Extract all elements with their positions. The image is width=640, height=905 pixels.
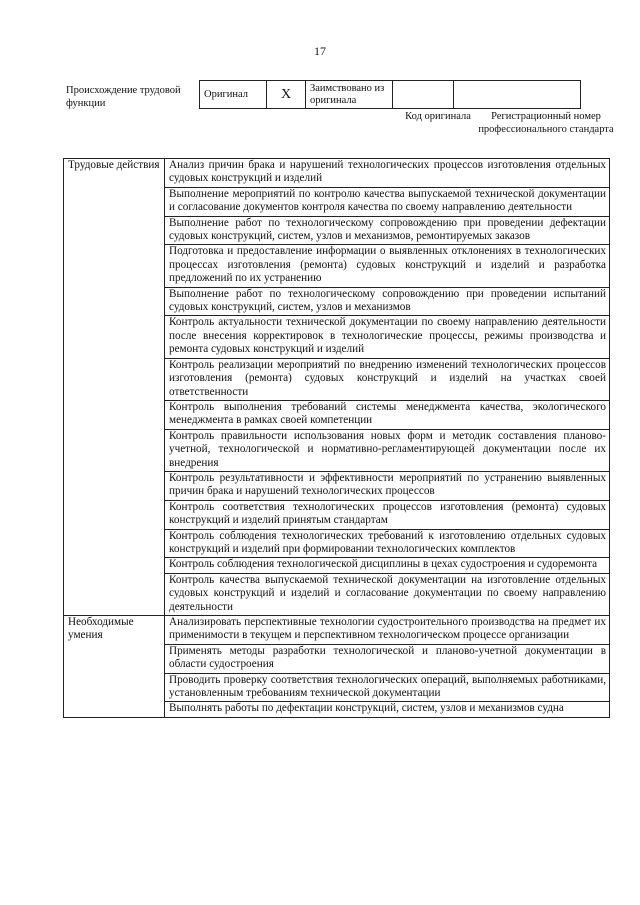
code-cell	[393, 81, 454, 109]
section-item: Проводить проверку соответствия технологических операций, выполняемых работниками, установленным требованиям технической документации	[165, 673, 610, 702]
functions-table	[63, 158, 610, 718]
reg-number-cell	[454, 81, 581, 109]
section-item: Контроль выполнения требований системы менеджмента качества, экологического менеджмента в рамках своей компетенции	[165, 400, 610, 429]
section-item: Контроль соблюдения технологических требований к изготовлению отдельных судовых конструкций и изделий при формировании технологических комплектов	[165, 529, 610, 558]
borrowed-cell: Заимствовано из оригинала	[306, 81, 393, 109]
page-number: 17	[314, 44, 326, 58]
section-item: Контроль реализации мероприятий по внедрению изменений технологических процессов изготовления (ремонта) судовых конструкций и изделий на участках своей ответственности	[165, 358, 610, 400]
origin-label: Происхождение трудовой функции	[66, 85, 181, 109]
section-item: Контроль соответствия технологических процессов изготовления (ремонта) судовых конструкций и изделий принятым стандартам	[165, 500, 610, 529]
section-item: Выполнение работ по технологическому сопровождению при проведении дефектации судовых конструкций, систем, узлов и механизмов, ремонтируемых заказов	[165, 216, 610, 245]
original-mark: X	[267, 81, 306, 109]
section-item: Анализ причин брака и нарушений технологических процессов изготовления отдельных судовых конструкций и изделий	[165, 159, 610, 188]
section-item: Выполнение мероприятий по контролю качества выпускаемой технической документации и согласование документов контроля качества по своему направлению деятельности	[165, 187, 610, 216]
section-item: Подготовка и предоставление информации о выявленных отклонениях в технологических процессах изготовления (ремонта) судовых конструкций и изделий и разработка предложений по их устранению	[165, 245, 610, 287]
original-cell: Оригинал	[200, 81, 267, 109]
section-item: Контроль результативности и эффективности мероприятий по устранению выявленных причин брака и нарушений технологических процессов	[165, 471, 610, 500]
section-item: Выполнять работы по дефектации конструкций, систем, узлов и механизмов судна	[165, 702, 610, 717]
section-title: Необходимые умения	[64, 616, 165, 718]
section-item: Анализировать перспективные технологии судостроительного производства на предмет их применимости в текущем и перспективном технологическом процессе организации	[165, 616, 610, 645]
section-item: Контроль правильности использования новых форм и методик составления планово-учетной, технологической и нормативно-регламентирующей документации после их внедрения	[165, 429, 610, 471]
section-item: Контроль актуальности технической документации по своему направлению деятельности после внесения корректировок в технологические процессы, режимы производства и ремонта судовых конструкций и изделий	[165, 316, 610, 358]
table-row	[64, 616, 610, 645]
section-title: Трудовые действия	[64, 159, 165, 616]
code-caption: Код оригинала	[405, 111, 471, 122]
section-item: Контроль качества выпускаемой технической документации на изготовление отдельных судовых конструкций и изделий и согласование документации по своему направлению деятельности	[165, 573, 610, 615]
reg-number-caption: Регистрационный номер профессионального стандарта	[478, 111, 614, 135]
section-item: Выполнение работ по технологическому сопровождению при проведении испытаний судовых конструкций, систем, узлов и механизмов	[165, 287, 610, 316]
origin-table	[199, 80, 581, 109]
table-row	[64, 159, 610, 188]
section-item: Применять методы разработки технологической и планово-учетной документации в области судостроения	[165, 644, 610, 673]
section-item: Контроль соблюдения технологической дисциплины в цехах судостроения и судоремонта	[165, 558, 610, 573]
